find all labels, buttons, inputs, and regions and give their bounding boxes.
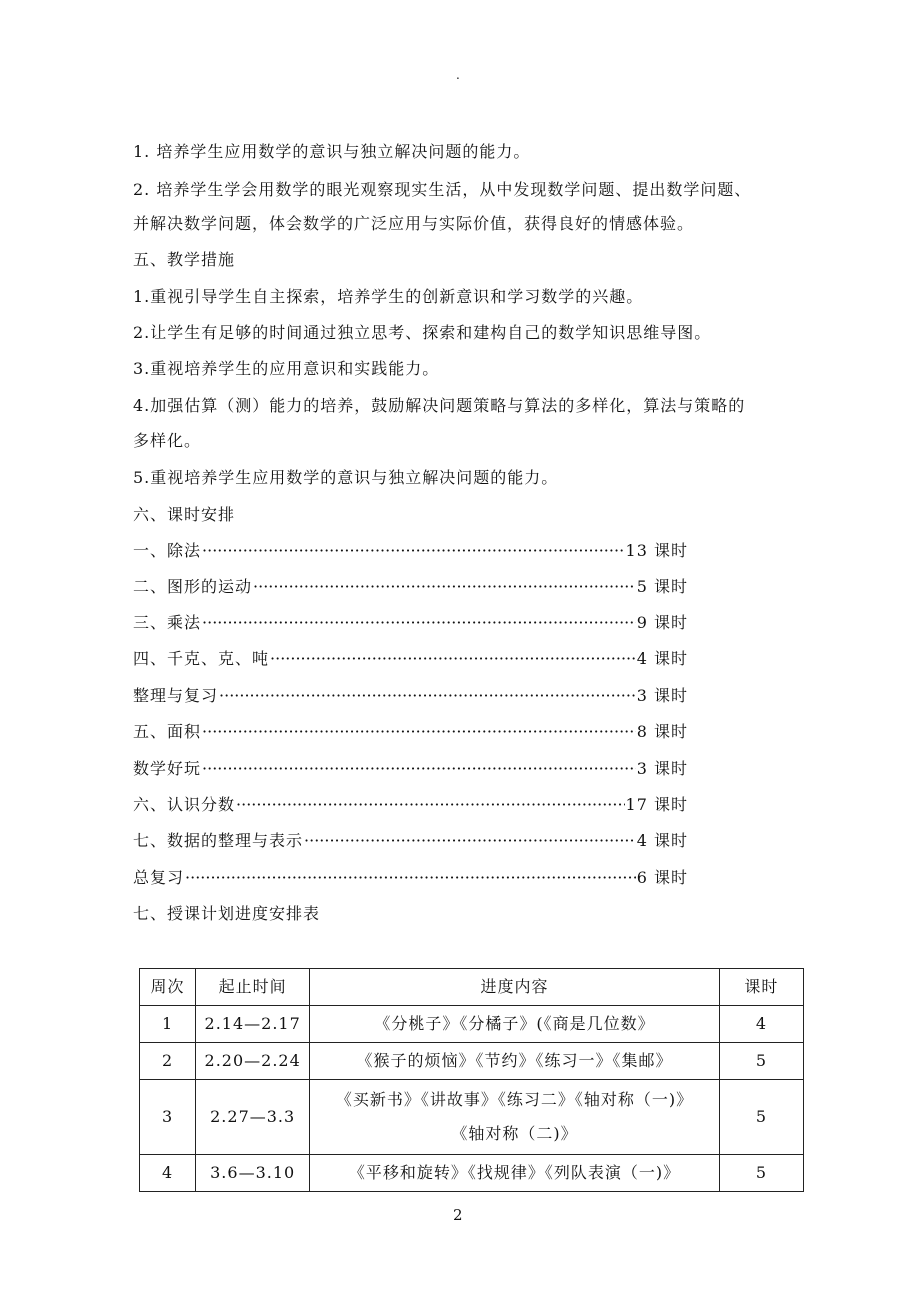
table-header-row: [140, 969, 804, 1006]
measure-item-5: 5.重视培养学生应用数学的意识与独立解决问题的能力。: [133, 468, 559, 487]
toc-row: [133, 722, 688, 742]
toc-hours: 17 课时: [625, 795, 688, 814]
toc-unit: 数学好玩: [133, 759, 202, 778]
section-heading-hours: 六、课时安排: [133, 505, 236, 524]
toc-hours: 4 课时: [636, 831, 688, 850]
cell-content: 《分桃子》《分橘子》(《商是几位数》: [310, 1006, 720, 1043]
goal-line-2: 2. 培养学生学会用数学的眼光观察现实生活，从中发现数学问题、提出数学问题、: [133, 180, 752, 199]
column-header-hours: 课时: [719, 969, 803, 1006]
cell-dates: 2.20—2.24: [196, 1043, 310, 1080]
toc-unit: 二、图形的运动: [133, 577, 253, 596]
toc-row: [133, 541, 688, 561]
cell-content: [310, 1080, 720, 1155]
toc-hours: 3 课时: [636, 759, 688, 778]
table-row: [140, 1080, 804, 1155]
toc-leader: [219, 686, 636, 706]
toc-row: [133, 686, 688, 706]
cell-dates: 2.27—3.3: [196, 1080, 310, 1155]
toc-hours: 4 课时: [636, 649, 688, 668]
toc-leader: [202, 722, 636, 742]
header-mark: .: [456, 68, 460, 82]
toc-row: [133, 868, 688, 888]
cell-week: 3: [140, 1080, 196, 1155]
toc-leader: [253, 577, 636, 597]
goal-line-3: 并解决数学问题，体会数学的广泛应用与实际价值，获得良好的情感体验。: [133, 214, 695, 233]
toc-unit: 三、乘法: [133, 613, 202, 632]
toc-hours: 9 课时: [636, 613, 688, 632]
toc-unit: 一、除法: [133, 541, 202, 560]
measure-item-4-cont: 多样化。: [133, 431, 202, 450]
cell-week: 1: [140, 1006, 196, 1043]
table-row: [140, 1043, 804, 1080]
section-heading-measures: 五、教学措施: [133, 250, 236, 269]
toc-row: [133, 577, 688, 597]
toc-unit: 四、千克、克、吨: [133, 649, 270, 668]
column-header-dates: 起止时间: [196, 969, 310, 1006]
toc-hours: 8 课时: [636, 722, 688, 741]
cell-week: 2: [140, 1043, 196, 1080]
cell-content: 《平移和旋转》《找规律》《列队表演（一)》: [310, 1155, 720, 1192]
page-number: 2: [453, 1206, 463, 1224]
toc-leader: [236, 795, 625, 815]
table-row: [140, 1155, 804, 1192]
toc-hours: 6 课时: [636, 868, 688, 887]
toc-leader: [185, 868, 636, 888]
toc-unit: 六、认识分数: [133, 795, 236, 814]
column-header-week: 周次: [140, 969, 196, 1006]
measure-item-4: 4.加强估算（测）能力的培养，鼓励解决问题策略与算法的多样化，算法与策略的: [133, 396, 746, 415]
measure-item-1: 1.重视引导学生自主探索，培养学生的创新意识和学习数学的兴趣。: [133, 287, 644, 306]
measure-item-3: 3.重视培养学生的应用意识和实践能力。: [133, 359, 440, 378]
toc-leader: [202, 759, 636, 779]
toc-leader: [270, 649, 636, 669]
cell-dates: 2.14—2.17: [196, 1006, 310, 1043]
toc-unit: 整理与复习: [133, 686, 219, 705]
toc-hours: 13 课时: [625, 541, 688, 560]
measure-item-2: 2.让学生有足够的时间通过独立思考、探索和建构自己的数学知识思维导图。: [133, 323, 712, 342]
cell-hours: 5: [719, 1155, 803, 1192]
goal-line-1: 1. 培养学生应用数学的意识与独立解决问题的能力。: [133, 142, 531, 161]
toc-leader: [304, 831, 636, 851]
toc-row: [133, 795, 688, 815]
toc-hours: 5 课时: [636, 577, 688, 596]
toc-row: [133, 613, 688, 633]
cell-dates: 3.6—3.10: [196, 1155, 310, 1192]
schedule-table: [139, 968, 804, 1192]
column-header-content: 进度内容: [310, 969, 720, 1006]
toc-leader: [202, 541, 625, 561]
section-heading-schedule: 七、授课计划进度安排表: [133, 904, 321, 923]
toc-row: [133, 649, 688, 669]
toc-row: [133, 831, 688, 851]
cell-hours: 4: [719, 1006, 803, 1043]
toc-row: [133, 759, 688, 779]
toc-hours: 3 课时: [636, 686, 688, 705]
toc-unit: 总复习: [133, 868, 185, 887]
cell-hours: 5: [719, 1080, 803, 1155]
toc-unit: 七、数据的整理与表示: [133, 831, 304, 850]
table-row: [140, 1006, 804, 1043]
cell-hours: 5: [719, 1043, 803, 1080]
toc-leader: [202, 613, 636, 633]
cell-content: 《猴子的烦恼》《节约》《练习一》《集邮》: [310, 1043, 720, 1080]
toc-unit: 五、面积: [133, 722, 202, 741]
cell-content-line: 《买新书》《讲故事》《练习二》《轴对称（一)》: [335, 1090, 694, 1109]
cell-week: 4: [140, 1155, 196, 1192]
cell-content-line: 《轴对称（二)》: [451, 1124, 578, 1143]
